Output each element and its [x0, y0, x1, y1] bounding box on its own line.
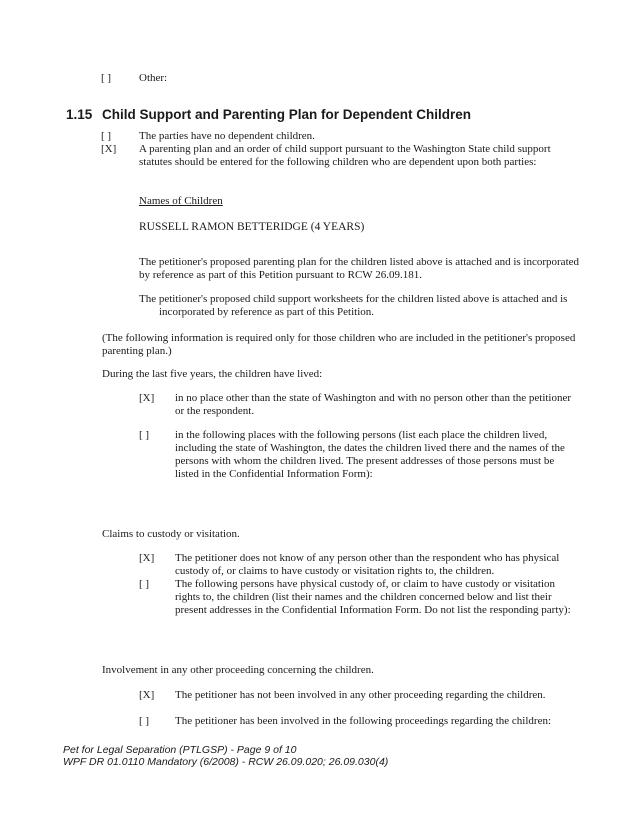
residence-other-checkbox[interactable]: [ ]: [139, 429, 150, 441]
custody-none-checkbox[interactable]: [X]: [139, 552, 155, 564]
residence-intro: During the last five years, the children have lived:: [102, 368, 323, 380]
children-heading: Names of Children: [139, 195, 223, 207]
no-dependents-text: The parties have no dependent children.: [139, 130, 315, 142]
custody-none-text: The petitioner does not know of any person other than the respondent who has physical custody of, or claims to have custody or visitation rights to, the children.: [175, 552, 560, 577]
footer-form-id: WPF DR 01.0110 Mandatory (6/2008) - RCW 26.09.020; 26.09.030(4): [63, 756, 389, 768]
section-title: Child Support and Parenting Plan for Dependent Children: [102, 107, 472, 122]
residence-washington-text: in no place other than the state of Washington and with no person other than the petitioner or the respondent.: [175, 392, 572, 417]
other-label: Other:: [139, 72, 168, 84]
custody-others-text: The following persons have physical custody of, or claim to have custody or visitation rights to, the children (list their names and the children concerned below and list their present addresses in the Confidential Information Form. Do not list the responding party):: [175, 578, 571, 616]
no-dependents-checkbox[interactable]: [ ]: [101, 130, 112, 142]
child-name: RUSSELL RAMON BETTERIDGE (4 YEARS): [139, 221, 365, 233]
involvement-yes-text: The petitioner has been involved in the following proceedings regarding the children:: [175, 715, 552, 727]
parenting-plan-paragraph: The petitioner's proposed parenting plan for the children listed above is attached and is incorporated by reference as part of this Petition pursuant to RCW 26.09.181.: [139, 256, 580, 281]
parenting-plan-text: A parenting plan and an order of child support pursuant to the Washington State child support statutes should be entered for the following children who are dependent upon both parties:: [139, 143, 551, 168]
custody-intro: Claims to custody or visitation.: [102, 528, 240, 540]
section-number: 1.15: [66, 107, 93, 122]
footer-title: Pet for Legal Separation (PTLGSP) - Page 9 of 10: [63, 744, 297, 756]
worksheets-paragraph: The petitioner's proposed child support worksheets for the children listed above is attached and is incorporated by reference as part of this Petition.: [139, 293, 568, 318]
residence-other-text: in the following places with the following persons (list each place the children lived, including the state of Washington, the dates the children lived there and the names of the persons with whom the children lived. The present addresses of those persons must be listed in the Confidential Information Form):: [175, 429, 565, 480]
residence-washington-checkbox[interactable]: [X]: [139, 392, 155, 404]
parenting-plan-checkbox[interactable]: [X]: [101, 143, 117, 155]
involvement-yes-checkbox[interactable]: [ ]: [139, 715, 150, 727]
other-checkbox[interactable]: [ ]: [101, 72, 112, 84]
involvement-intro: Involvement in any other proceeding concerning the children.: [102, 664, 374, 676]
custody-others-checkbox[interactable]: [ ]: [139, 578, 150, 590]
involvement-none-checkbox[interactable]: [X]: [139, 689, 155, 701]
info-note: (The following information is required only for those children who are included in the petitioner's proposed parenting plan.): [102, 332, 576, 357]
involvement-none-text: The petitioner has not been involved in any other proceeding regarding the children.: [175, 689, 546, 701]
